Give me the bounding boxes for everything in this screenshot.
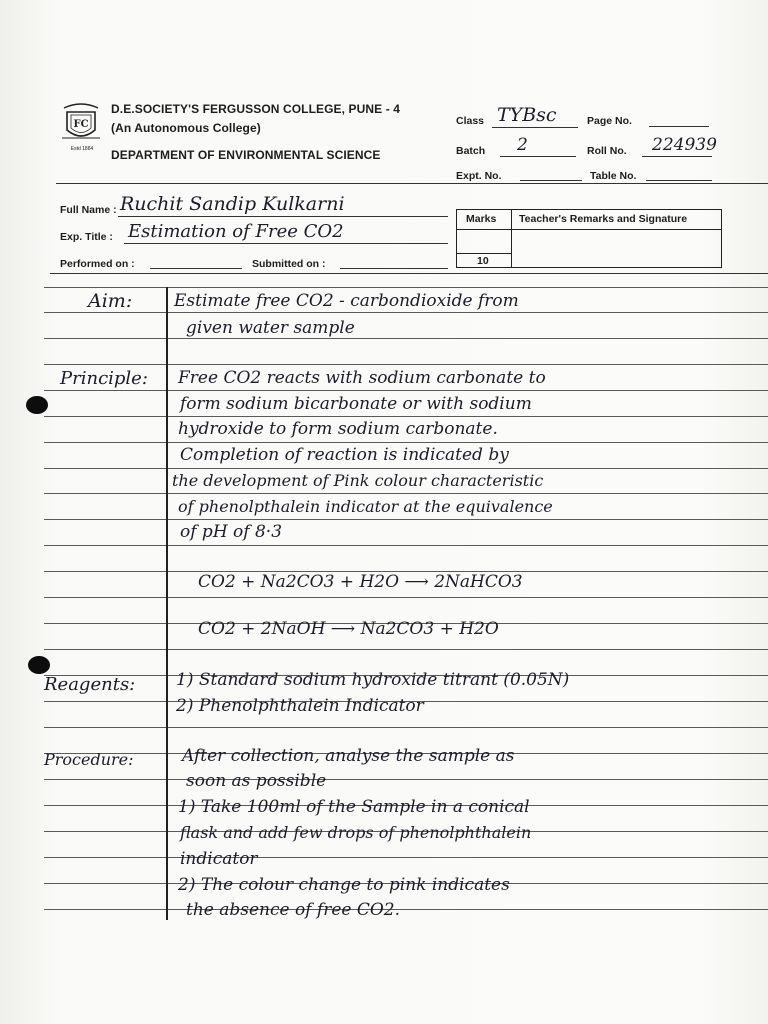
aim-line: Estimate free CO2 - carbondioxide from (174, 291, 519, 311)
procedure-line: 1) Take 100ml of the Sample in a conical (178, 797, 530, 817)
expt-no-label: Expt. No. (456, 170, 502, 182)
roll-no-label: Roll No. (587, 145, 627, 157)
batch-label: Batch (456, 145, 486, 157)
procedure-line: the absence of free CO2. (186, 900, 401, 920)
procedure-line: indicator (180, 849, 258, 869)
department-name: DEPARTMENT OF ENVIRONMENTAL SCIENCE (111, 148, 381, 162)
punch-hole (26, 396, 48, 414)
batch-value: 2 (517, 135, 528, 155)
procedure-line: soon as possible (186, 771, 327, 791)
full-name-value: Ruchit Sandip Kulkarni (120, 193, 345, 215)
equation-2: CO2 + 2NaOH ⟶ Na2CO3 + H2O (198, 619, 499, 639)
reagent-line: 1) Standard sodium hydroxide titrant (0.05N) (176, 670, 570, 690)
college-seal-icon (58, 100, 104, 146)
principle-label: Principle: (60, 368, 148, 389)
full-name-label: Full Name : (60, 204, 117, 216)
procedure-line: 2) The colour change to pink indicates (178, 875, 510, 895)
principle-line: the development of Pink colour characteristic (172, 471, 544, 490)
principle-line: Free CO2 reacts with sodium carbonate to (178, 368, 546, 388)
aim-line: given water sample (186, 318, 355, 338)
procedure-label: Procedure: (44, 750, 134, 769)
svg-text:FC: FC (73, 119, 89, 130)
page-no-label: Page No. (587, 115, 632, 127)
exp-title-label: Exp. Title : (60, 231, 113, 243)
principle-line: Completion of reaction is indicated by (180, 445, 509, 465)
table-no-label: Table No. (590, 170, 637, 182)
procedure-line: flask and add few drops of phenolphthalein (180, 823, 532, 842)
principle-line: form sodium bicarbonate or with sodium (180, 394, 532, 414)
remarks-label: Teacher's Remarks and Signature (519, 213, 688, 225)
principle-line: of pH of 8·3 (180, 522, 283, 542)
procedure-line: After collection, analyse the sample as (182, 746, 515, 766)
performed-on-label: Performed on : (60, 258, 135, 270)
seal-caption: Estd 1884 (70, 146, 94, 152)
reagent-line: 2) Phenolphthalein Indicator (176, 696, 424, 716)
principle-line: of phenolpthalein indicator at the equivalence (178, 497, 553, 516)
marks-value: 10 (477, 255, 489, 267)
principle-line: hydroxide to form sodium carbonate. (178, 419, 498, 439)
equation-1: CO2 + Na2CO3 + H2O ⟶ 2NaHCO3 (198, 572, 523, 592)
submitted-on-label: Submitted on : (252, 258, 326, 270)
class-value: TYBsc (497, 104, 557, 126)
aim-label: Aim: (88, 290, 133, 312)
college-name: D.E.SOCIETY'S FERGUSSON COLLEGE, PUNE - 4 (111, 102, 400, 116)
margin-line (166, 287, 168, 920)
exp-title-value: Estimation of Free CO2 (128, 221, 344, 242)
roll-no-value: 224939 (652, 135, 717, 155)
autonomous-label: (An Autonomous College) (111, 121, 261, 135)
class-label: Class (456, 115, 485, 127)
reagents-label: Reagents: (44, 674, 136, 695)
marks-label: Marks (466, 213, 497, 225)
punch-hole (28, 656, 50, 674)
